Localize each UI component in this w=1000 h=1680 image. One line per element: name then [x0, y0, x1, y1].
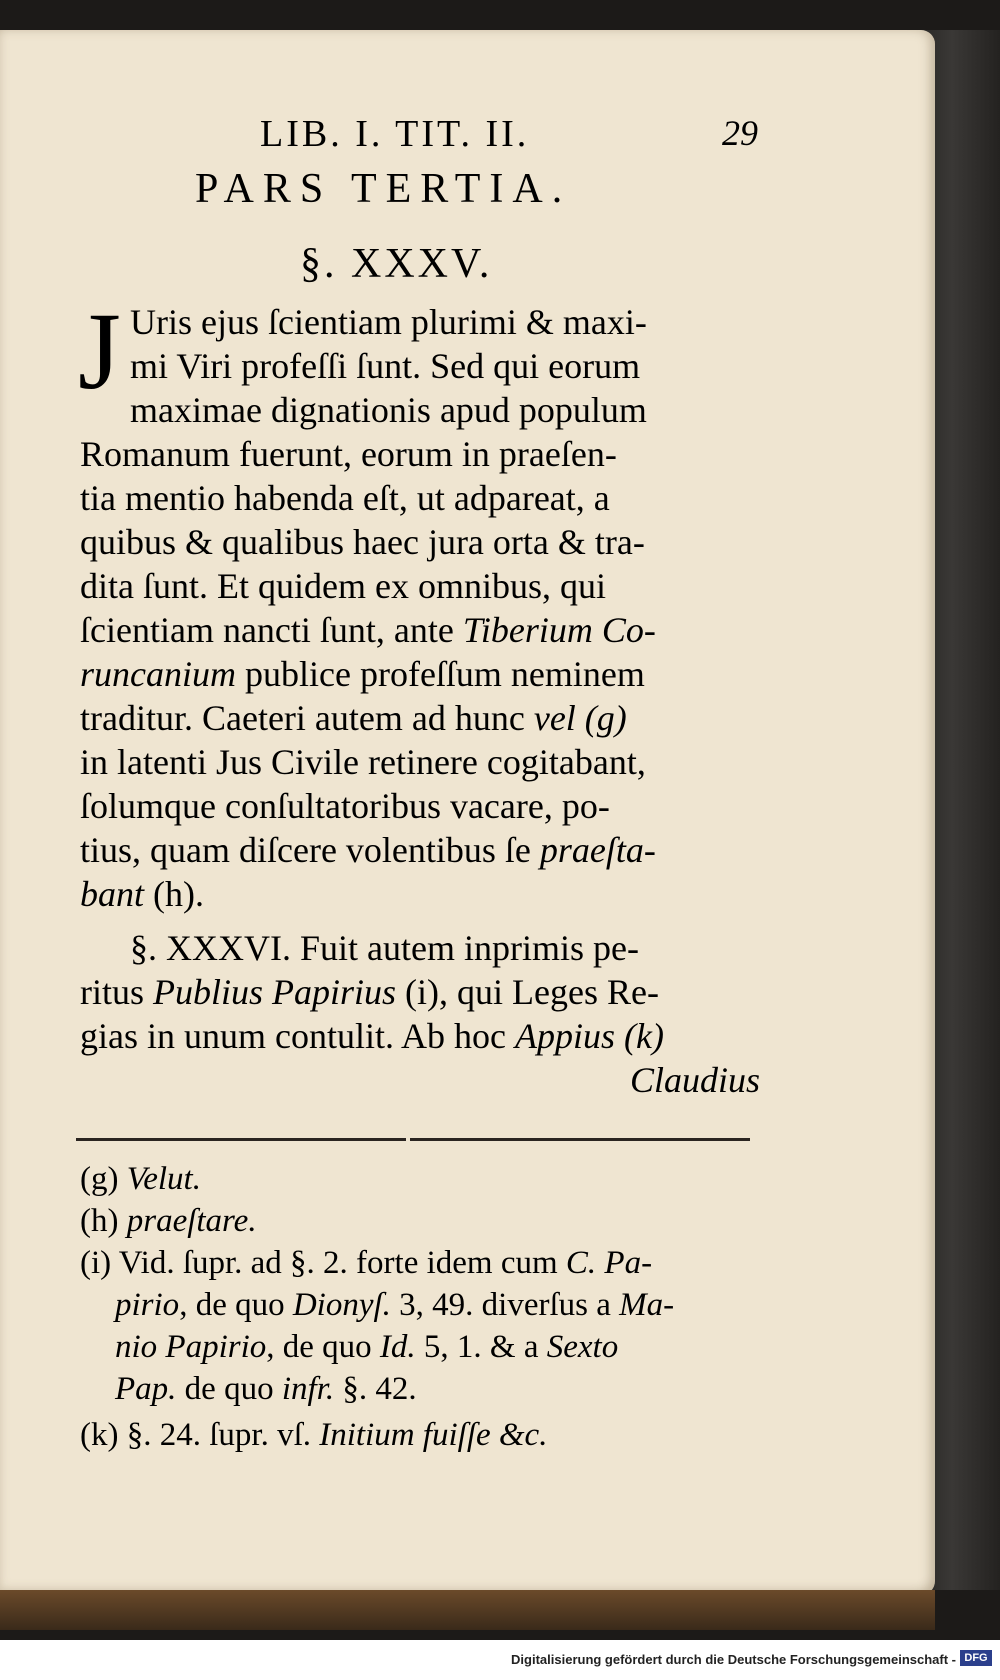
body-line: tia mentio habenda eſt, ut adpareat, a — [80, 478, 610, 518]
section-heading: §. XXXV. — [300, 241, 493, 287]
body-line: quibus & qualibus haec jura orta & tra- — [80, 522, 645, 562]
body-line: bant (h). — [80, 874, 204, 914]
footnote-k: (k) §. 24. ſupr. vſ. Initium fuiſſe &c. — [80, 1417, 548, 1453]
footnote-i-line: nio Papirio, de quo Id. 5, 1. & a Sexto — [115, 1329, 619, 1365]
body-line: Romanum fuerunt, eorum in praeſen- — [80, 434, 617, 474]
body-line: §. XXXVI. Fuit autem inprimis pe- — [130, 928, 639, 968]
footnote-h: (h) praeſtare. — [80, 1203, 257, 1239]
dfg-credit-text: Digitalisierung gefördert durch die Deutsche Forschungsgemeinschaft - — [511, 1652, 956, 1667]
footnote-i-line: pirio, de quo Dionyſ. 3, 49. diverſus a Ma- — [115, 1287, 675, 1323]
body-line: ſolumque conſultatoribus vacare, po- — [80, 786, 610, 826]
drop-cap: J — [78, 290, 121, 412]
body-line: runcanium publice profeſſum neminem — [80, 654, 645, 694]
page-number: 29 — [722, 113, 758, 153]
footnote-rule — [410, 1138, 750, 1141]
body-line: traditur. Caeteri autem ad hunc vel (g) — [80, 698, 627, 738]
body-line: mi Viri profeſſi ſunt. Sed qui eorum — [130, 346, 641, 386]
footnote-i: (i) Vid. ſupr. ad §. 2. forte idem cum C. Pa- — [80, 1245, 653, 1281]
part-title: PARS TERTIA. — [195, 166, 572, 212]
body-line: dita ſunt. Et quidem ex omnibus, qui — [80, 566, 606, 606]
body-line: ritus Publius Papirius (i), qui Leges Re- — [80, 972, 659, 1012]
body-line: gias in unum contulit. Ab hoc Appius (k) — [80, 1016, 664, 1056]
body-line: Uris ejus ſcientiam plurimi & maxi- — [130, 302, 647, 342]
book-bottom-edge — [0, 1590, 935, 1630]
dfg-logo: DFG — [960, 1650, 992, 1666]
body-line: maximae dignationis apud populum — [130, 390, 647, 430]
body-line: ſcientiam nancti ſunt, ante Tiberium Co- — [80, 610, 656, 650]
body-line: in latenti Jus Civile retinere cogitabant, — [80, 742, 646, 782]
footnote-g: (g) Velut. — [80, 1161, 201, 1197]
body-line: tius, quam diſcere volentibus ſe praeſta- — [80, 830, 656, 870]
footnote-i-line: Pap. de quo infr. §. 42. — [115, 1371, 417, 1407]
catchword: Claudius — [629, 1060, 760, 1100]
footnote-rule — [76, 1138, 406, 1141]
running-head: LIB. I. TIT. II. — [260, 113, 530, 155]
